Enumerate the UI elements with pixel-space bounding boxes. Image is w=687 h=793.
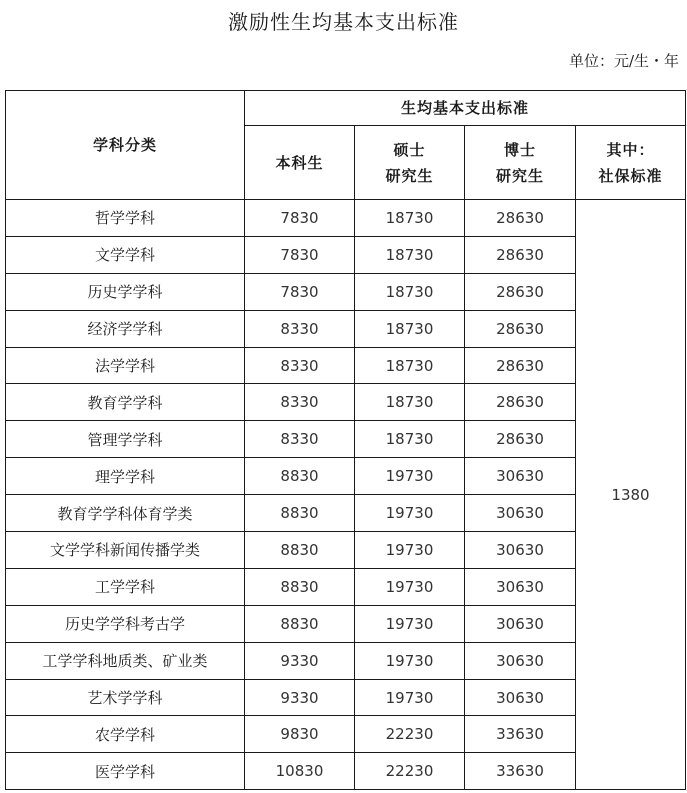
table-row	[6, 200, 686, 237]
doctor-cell: 28630	[465, 273, 576, 310]
doctor-cell: 30630	[465, 605, 576, 642]
undergrad-cell: 8830	[245, 532, 355, 569]
master-cell: 18730	[355, 421, 465, 458]
header-doctor-line1: 博士	[503, 140, 536, 159]
discipline-cell: 工学学科	[6, 568, 245, 605]
undergrad-cell: 7830	[245, 236, 355, 273]
header-group: 生均基本支出标准	[245, 91, 686, 126]
header-undergrad	[245, 126, 355, 200]
table-body	[6, 200, 686, 790]
doctor-cell: 28630	[465, 384, 576, 421]
discipline-cell: 理学学科	[6, 458, 245, 495]
master-cell: 19730	[355, 458, 465, 495]
discipline-cell: 历史学学科	[6, 273, 245, 310]
doctor-cell: 33630	[465, 716, 576, 753]
doctor-cell: 30630	[465, 568, 576, 605]
doctor-cell: 28630	[465, 200, 576, 237]
undergrad-cell: 8330	[245, 310, 355, 347]
doctor-cell: 30630	[465, 532, 576, 569]
social-security-cell: 1380	[576, 200, 686, 790]
header-undergrad-label: 本科生	[275, 153, 324, 172]
discipline-cell: 文学学科	[6, 236, 245, 273]
undergrad-cell: 9330	[245, 679, 355, 716]
page-title: 激励性生均基本支出标准	[228, 10, 459, 34]
discipline-cell: 农学学科	[6, 716, 245, 753]
undergrad-cell: 7830	[245, 273, 355, 310]
unit-label: 单位：元/生・年	[568, 52, 679, 70]
expenditure-standard-table	[5, 90, 686, 790]
undergrad-cell: 9330	[245, 642, 355, 679]
undergrad-cell: 8830	[245, 568, 355, 605]
master-cell: 19730	[355, 495, 465, 532]
master-cell: 19730	[355, 532, 465, 569]
undergrad-cell: 8330	[245, 421, 355, 458]
discipline-cell: 医学学科	[6, 753, 245, 790]
discipline-cell: 法学学科	[6, 347, 245, 384]
master-cell: 18730	[355, 200, 465, 237]
header-master-line1: 硕士	[393, 140, 426, 159]
master-cell: 18730	[355, 347, 465, 384]
doctor-cell: 33630	[465, 753, 576, 790]
header-master-line2: 研究生	[385, 166, 434, 185]
master-cell: 22230	[355, 753, 465, 790]
undergrad-cell: 8830	[245, 495, 355, 532]
master-cell: 19730	[355, 605, 465, 642]
doctor-cell: 30630	[465, 642, 576, 679]
discipline-cell: 文学学科新闻传播学类	[6, 532, 245, 569]
master-cell: 18730	[355, 384, 465, 421]
master-cell: 19730	[355, 679, 465, 716]
master-cell: 18730	[355, 310, 465, 347]
doctor-cell: 30630	[465, 679, 576, 716]
discipline-cell: 哲学学科	[6, 200, 245, 237]
header-social-line1: 其中：	[606, 140, 655, 159]
discipline-cell: 教育学学科	[6, 384, 245, 421]
doctor-cell: 28630	[465, 421, 576, 458]
doctor-cell: 30630	[465, 495, 576, 532]
master-cell: 19730	[355, 568, 465, 605]
doctor-cell: 28630	[465, 236, 576, 273]
master-cell: 18730	[355, 273, 465, 310]
discipline-cell: 经济学学科	[6, 310, 245, 347]
undergrad-cell: 8830	[245, 458, 355, 495]
doctor-cell: 30630	[465, 458, 576, 495]
undergrad-cell: 9830	[245, 716, 355, 753]
undergrad-cell: 8830	[245, 605, 355, 642]
undergrad-cell: 7830	[245, 200, 355, 237]
header-discipline: 学科分类	[6, 91, 245, 200]
discipline-cell: 管理学学科	[6, 421, 245, 458]
master-cell: 22230	[355, 716, 465, 753]
header-social-line2: 社保标准	[598, 166, 663, 185]
discipline-cell: 教育学学科体育学类	[6, 495, 245, 532]
master-cell: 19730	[355, 642, 465, 679]
discipline-cell: 艺术学学科	[6, 679, 245, 716]
discipline-cell: 工学学科地质类、矿业类	[6, 642, 245, 679]
undergrad-cell: 8330	[245, 384, 355, 421]
master-cell: 18730	[355, 236, 465, 273]
doctor-cell: 28630	[465, 347, 576, 384]
header-doctor-line2: 研究生	[495, 166, 544, 185]
undergrad-cell: 10830	[245, 753, 355, 790]
header-doctor	[465, 126, 576, 200]
discipline-cell: 历史学学科考古学	[6, 605, 245, 642]
header-master	[355, 126, 465, 200]
undergrad-cell: 8330	[245, 347, 355, 384]
header-social-security	[576, 126, 686, 200]
doctor-cell: 28630	[465, 310, 576, 347]
